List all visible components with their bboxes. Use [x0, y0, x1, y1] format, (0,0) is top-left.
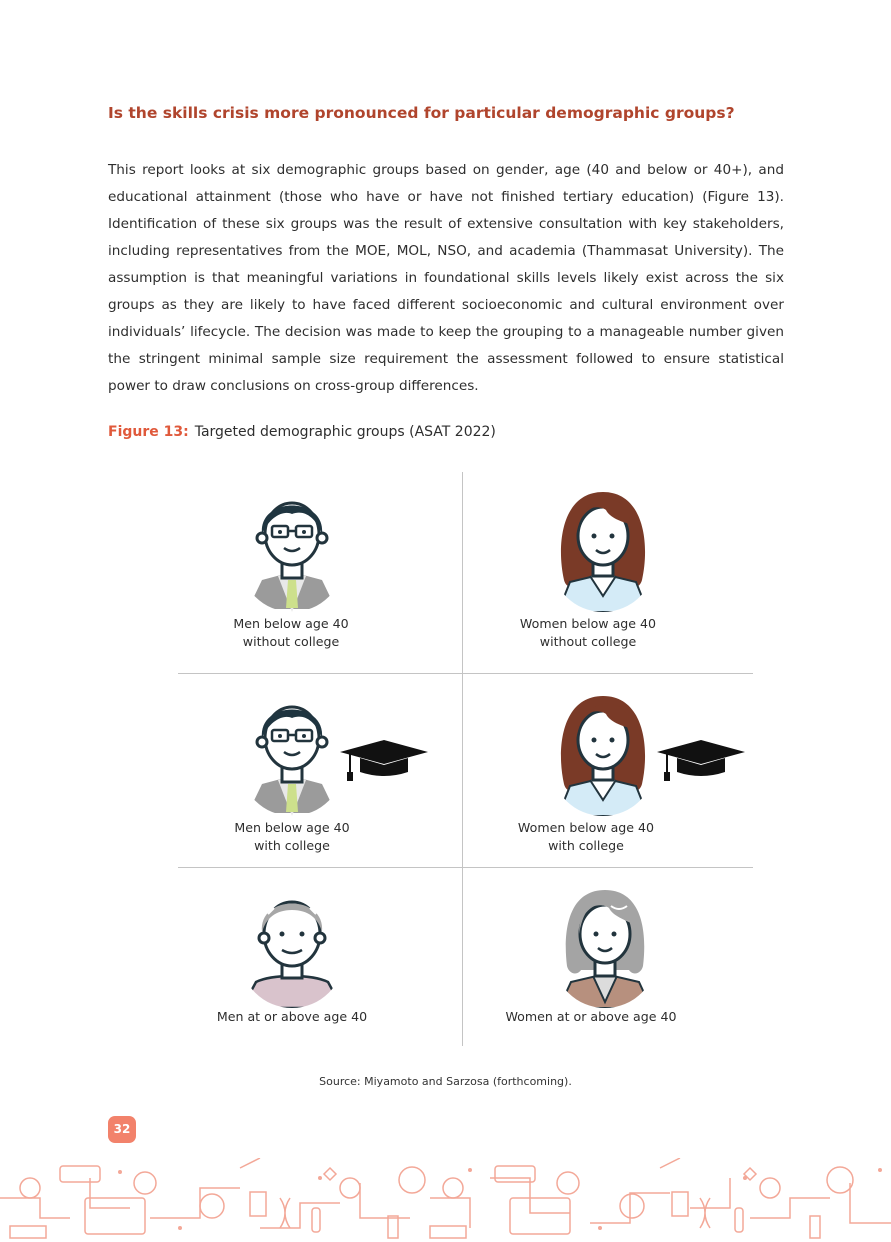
group-label: Women at or above age 40 [505, 1009, 677, 1024]
group-label: Women below age 40 with college [517, 820, 655, 853]
group-cell-men-40-plus [178, 868, 462, 1046]
demographic-groups-figure [178, 472, 753, 1046]
page-number-badge: 32 [108, 1116, 136, 1143]
young-man-avatar [240, 688, 344, 816]
figure-source: Source: Miyamoto and Sarzosa (forthcoming). [319, 1075, 572, 1088]
young-man-avatar [240, 484, 344, 612]
older-man-avatar [238, 884, 346, 1008]
group-cell-women-under-40-no-college [463, 472, 753, 673]
graduation-cap-icon [655, 738, 747, 784]
footer-decorative-pattern [0, 1158, 891, 1242]
young-woman-avatar [548, 688, 658, 816]
group-cell-women-under-40-college [463, 674, 753, 867]
group-cell-men-under-40-college [178, 674, 462, 867]
group-label: Men below age 40 with college [234, 820, 350, 853]
figure-title: Targeted demographic groups (ASAT 2022) [194, 424, 496, 440]
group-cell-men-under-40-no-college [178, 472, 462, 673]
graduation-cap-icon [338, 738, 430, 784]
body-paragraph: This report looks at six demographic groups based on gender, age (40 and below or 40+), and educational attainment (those who have or have not finished tertiary education) (Figure 13). Identification of these six groups was the result of extensive consultation with key stakeholders, including representatives from the MOE, MOL, NSO, and academia (Thammasat University). The assumption is that meaningful variations in foundational skills levels likely exist across the six groups as they are likely to have faced different socioeconomic and cultural environment over individuals’ lifecycle. The decision was made to keep the grouping to a manageable number given the stringent minimal sample size requirement the assessment followed to ensure statistical power to draw conclusions on cross-group differences. [108, 162, 784, 394]
group-label: Men at or above age 40 [216, 1009, 368, 1024]
group-cell-women-40-plus [463, 868, 753, 1046]
group-label: Men below age 40 without college [233, 616, 349, 649]
section-heading: Is the skills crisis more pronounced for particular demographic groups? [108, 104, 735, 122]
older-woman-avatar [553, 884, 657, 1008]
young-woman-avatar [548, 484, 658, 612]
figure-caption [108, 424, 788, 440]
group-label: Women below age 40 without college [519, 616, 657, 649]
figure-label: Figure 13: [108, 424, 189, 440]
